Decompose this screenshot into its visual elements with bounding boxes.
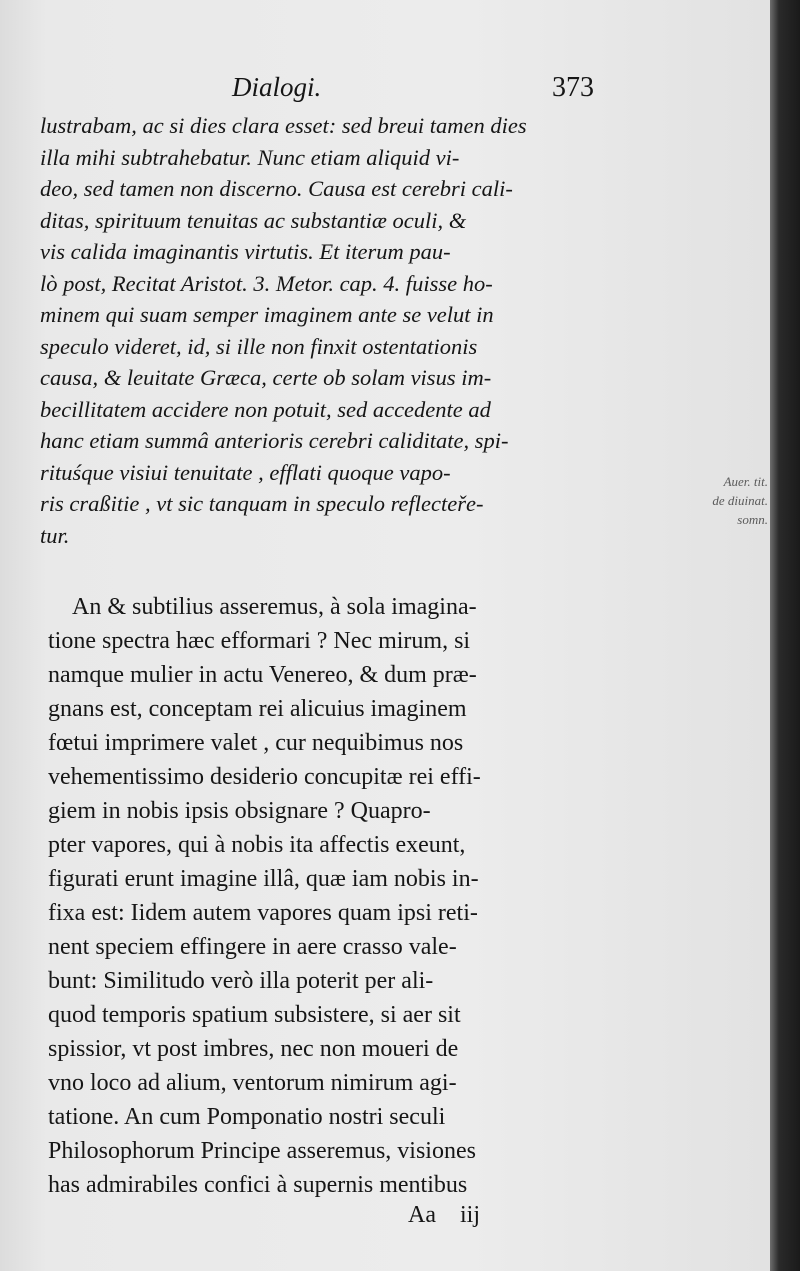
italic-line: becillitatem accidere non potuit, sed accedente ad <box>40 396 491 422</box>
signature-number: iij <box>459 1202 480 1228</box>
body-line: quod temporis spatium subsistere, si aer sit <box>48 1002 461 1028</box>
body-line: gnans est, conceptam rei alicuius imaginem <box>48 696 467 722</box>
body-line: giem in nobis ipsis obsignare ? Quapro- <box>48 798 431 824</box>
body-line: nent speciem effingere in aere crasso vale- <box>48 934 457 960</box>
body-line: tatione. An cum Pomponatio nostri seculi <box>48 1104 446 1130</box>
italic-quotation <box>40 110 625 551</box>
marginal-note <box>668 472 768 529</box>
body-paragraph <box>48 590 633 1202</box>
italic-line: rituśque visiui tenuitate , efflati quoque vapo- <box>40 459 451 485</box>
body-line: pter vapores, qui à nobis ita affectis exeunt, <box>48 832 466 858</box>
italic-line: tur. <box>40 522 70 548</box>
body-line: Philosophorum Principe asseremus, visiones <box>48 1138 476 1164</box>
body-line: fixa est: Iidem autem vapores quam ipsi reti- <box>48 900 478 926</box>
italic-line: deo, sed tamen non discerno. Causa est cerebri cali- <box>40 176 513 201</box>
italic-line: illa mihi subtrahebatur. Nunc etiam aliquid vi- <box>40 144 460 170</box>
italic-line: minem qui suam semper imaginem ante se velut in <box>40 302 494 327</box>
body-line: vno loco ad alium, ventorum nimirum agi- <box>48 1070 457 1096</box>
body-line: namque mulier in actu Venereo, & dum præ- <box>48 662 477 688</box>
body-line: tione spectra hæc efformari ? Nec mirum, si <box>48 628 471 654</box>
marginal-note-line: de diuinat. <box>712 493 768 508</box>
marginal-note-line: somn. <box>737 512 768 527</box>
body-line: has admirabiles confici à supernis mentibus <box>48 1172 468 1198</box>
body-line: bunt: Similitudo verò illa poterit per ali- <box>48 968 434 994</box>
body-line: An & subtilius asseremus, à sola imagina- <box>72 594 477 620</box>
body-line: figurati erunt imagine illâ, quæ iam nobis in- <box>48 866 479 892</box>
running-head <box>0 72 770 112</box>
italic-line: ditas, spirituum tenuitas ac substantiæ oculi, & <box>40 207 467 233</box>
body-line: spissior, vt post imbres, nec non moueri de <box>48 1036 459 1062</box>
italic-line: hanc etiam summâ anterioris cerebri caliditate, spi- <box>40 428 509 453</box>
italic-line: ris craßitie , vt sic tanquam in speculo reflecteře- <box>40 491 484 516</box>
signature-mark <box>408 1202 498 1229</box>
signature-letter: Aa <box>408 1202 436 1228</box>
marginal-note-line: Auer. tit. <box>723 474 768 489</box>
body-line: vehementissimo desiderio concupitæ rei effi- <box>48 764 481 790</box>
italic-line: vis calida imaginantis virtutis. Et iterum pau- <box>40 239 451 264</box>
italic-line: lustrabam, ac si dies clara esset: sed breui tamen dies <box>40 113 527 138</box>
italic-line: causa, & leuitate Græca, certe ob solam visus im- <box>40 365 492 390</box>
book-gutter-edge <box>770 0 800 1271</box>
italic-line: speculo videret, id, si ille non finxit ostentationis <box>40 333 478 359</box>
page-number: 373 <box>552 72 594 103</box>
italic-line: lò post, Recitat Aristot. 3. Metor. cap. 4. fuisse ho- <box>40 270 493 296</box>
running-title: Dialogi. <box>232 72 322 102</box>
body-line: fœtui imprimere valet , cur nequibimus nos <box>48 730 464 756</box>
